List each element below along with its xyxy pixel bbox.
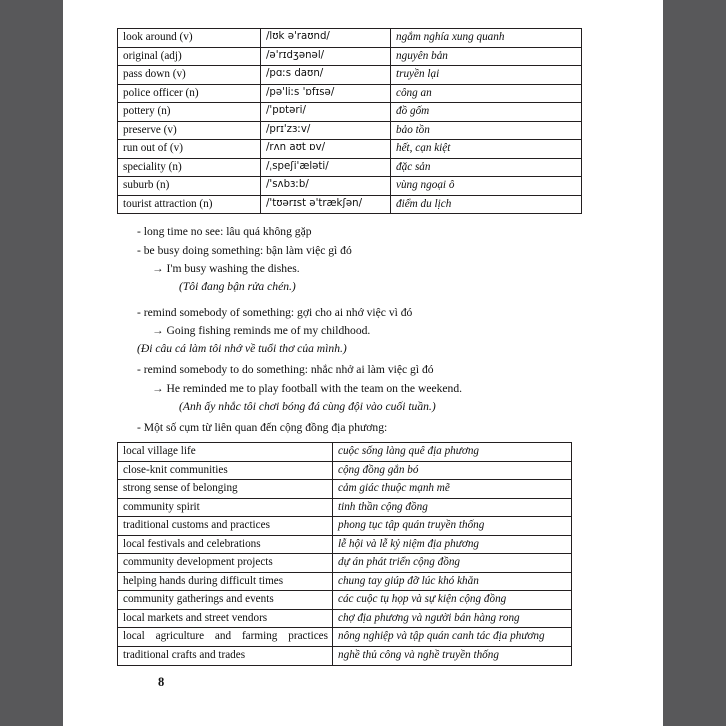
phrase-vietnamese: dự án phát triển cộng đồng — [333, 554, 572, 573]
page-number: 8 — [158, 675, 165, 689]
page-content-area — [104, 0, 622, 726]
vocab-word: original (adj) — [118, 47, 261, 66]
vocab-meaning: đồ gốm — [391, 103, 582, 122]
phrase-vietnamese: lễ hội và lễ kỷ niệm địa phương — [333, 535, 572, 554]
phrase-english: traditional crafts and trades — [118, 647, 333, 666]
phrase-english: community spirit — [118, 498, 333, 517]
note-busy-translation: (Tôi đang bận rửa chén.) — [179, 279, 296, 293]
vocab-meaning: nguyên bản — [391, 47, 582, 66]
note-remind-example: → Going fishing reminds me of my childhood. — [152, 324, 371, 338]
table-row — [118, 443, 572, 462]
table-row — [118, 591, 572, 610]
phrase-english: close-knit communities — [118, 461, 333, 480]
phrase-vietnamese: nghề thủ công và nghề truyền thống — [333, 647, 572, 666]
vocab-word: run out of (v) — [118, 140, 261, 159]
vocab-word: tourist attraction (n) — [118, 195, 261, 214]
vocab-pronunciation: /lʊk ə'raʊnd/ — [261, 29, 391, 48]
note-be-busy: - be busy doing something: bận làm việc gì đó — [137, 243, 352, 257]
phrase-english: local markets and street vendors — [118, 609, 333, 628]
phrase-vietnamese: các cuộc tụ họp và sự kiện cộng đồng — [333, 591, 572, 610]
vocab-pronunciation: /ˌspeʃi'æləti/ — [261, 158, 391, 177]
table-row — [118, 140, 582, 159]
note-busy-example: → I'm busy washing the dishes. — [152, 261, 300, 275]
notes-block — [104, 225, 574, 435]
note-remind-to-do-example: → He reminded me to play football with the team on the weekend. — [152, 381, 463, 395]
note-long-time: - long time no see: lâu quá không gặp — [137, 225, 312, 239]
vocab-meaning: đặc sản — [391, 158, 582, 177]
vocab-meaning: truyền lại — [391, 66, 582, 85]
phrases-table-body — [118, 443, 572, 666]
table-row — [118, 498, 572, 517]
note-phrases-heading: - Một số cụm từ liên quan đến cộng đồng địa phương: — [137, 420, 388, 434]
vocab-word: police officer (n) — [118, 84, 261, 103]
table-row — [118, 628, 572, 647]
phrase-english: local agriculture and farming practices — [118, 628, 333, 647]
phrase-vietnamese: tinh thần cộng đồng — [333, 498, 572, 517]
note-remind-translation: (Đi câu cá làm tôi nhớ về tuổi thơ của mình.) — [137, 342, 347, 356]
vocab-pronunciation: /rʌn aʊt ɒv/ — [261, 140, 391, 159]
vocab-word: suburb (n) — [118, 177, 261, 196]
vocab-pronunciation: /'sʌbɜːb/ — [261, 177, 391, 196]
vocab-word: preserve (v) — [118, 121, 261, 140]
table-row — [118, 47, 582, 66]
table-row — [118, 535, 572, 554]
phrases-table — [117, 442, 572, 666]
phrase-english: traditional customs and practices — [118, 517, 333, 536]
phrase-english: community development projects — [118, 554, 333, 573]
note-remind-to-do-translation: (Anh ấy nhắc tôi chơi bóng đá cùng đội vào cuối tuần.) — [179, 399, 436, 413]
phrase-english: local festivals and celebrations — [118, 535, 333, 554]
table-row — [118, 29, 582, 48]
phrase-vietnamese: chung tay giúp đỡ lúc khó khăn — [333, 572, 572, 591]
vocab-meaning: bảo tồn — [391, 121, 582, 140]
table-row — [118, 554, 572, 573]
vocab-meaning: ngắm nghía xung quanh — [391, 29, 582, 48]
phrase-vietnamese: cảm giác thuộc mạnh mẽ — [333, 480, 572, 499]
phrase-english: community gatherings and events — [118, 591, 333, 610]
phrase-english: local village life — [118, 443, 333, 462]
table-row — [118, 647, 572, 666]
table-row — [118, 480, 572, 499]
phrase-vietnamese: phong tục tập quán truyền thống — [333, 517, 572, 536]
vocab-word: look around (v) — [118, 29, 261, 48]
table-row — [118, 84, 582, 103]
table-row — [118, 103, 582, 122]
phrase-vietnamese: cuộc sống làng quê địa phương — [333, 443, 572, 462]
table-row — [118, 177, 582, 196]
table-row — [118, 517, 572, 536]
vocab-pronunciation: /prɪ'zɜːv/ — [261, 121, 391, 140]
phrase-english: helping hands during difficult times — [118, 572, 333, 591]
vocab-meaning: công an — [391, 84, 582, 103]
phrase-vietnamese: nông nghiệp và tập quán canh tác địa phương — [333, 628, 572, 647]
vocab-meaning: vùng ngoại ô — [391, 177, 582, 196]
phrase-english: strong sense of belonging — [118, 480, 333, 499]
table-row — [118, 609, 572, 628]
phrase-vietnamese: chợ địa phương và người bán hàng rong — [333, 609, 572, 628]
table-row — [118, 121, 582, 140]
vocabulary-table — [117, 28, 582, 214]
table-row — [118, 195, 582, 214]
table-row — [118, 158, 582, 177]
table-row — [118, 461, 572, 480]
note-remind-to-do: - remind somebody to do something: nhắc nhở ai làm việc gì đó — [137, 363, 434, 377]
vocabulary-table-body — [118, 29, 582, 214]
vocab-word: pottery (n) — [118, 103, 261, 122]
phrase-vietnamese: cộng đồng gắn bó — [333, 461, 572, 480]
table-row — [118, 572, 572, 591]
document-page — [63, 0, 663, 726]
vocab-meaning: điểm du lịch — [391, 195, 582, 214]
vocab-meaning: hết, cạn kiệt — [391, 140, 582, 159]
table-row — [118, 66, 582, 85]
vocab-pronunciation: /'pɒtəri/ — [261, 103, 391, 122]
vocab-pronunciation: /'tʊərɪst ə'trækʃən/ — [261, 195, 391, 214]
vocab-pronunciation: /pɑːs daʊn/ — [261, 66, 391, 85]
vocab-pronunciation: /ə'rɪdʒənəl/ — [261, 47, 391, 66]
vocab-word: speciality (n) — [118, 158, 261, 177]
note-remind-of: - remind somebody of something: gợi cho ai nhớ việc vì đó — [137, 306, 413, 320]
vocab-word: pass down (v) — [118, 66, 261, 85]
vocab-pronunciation: /pə'liːs 'ɒfɪsə/ — [261, 84, 391, 103]
